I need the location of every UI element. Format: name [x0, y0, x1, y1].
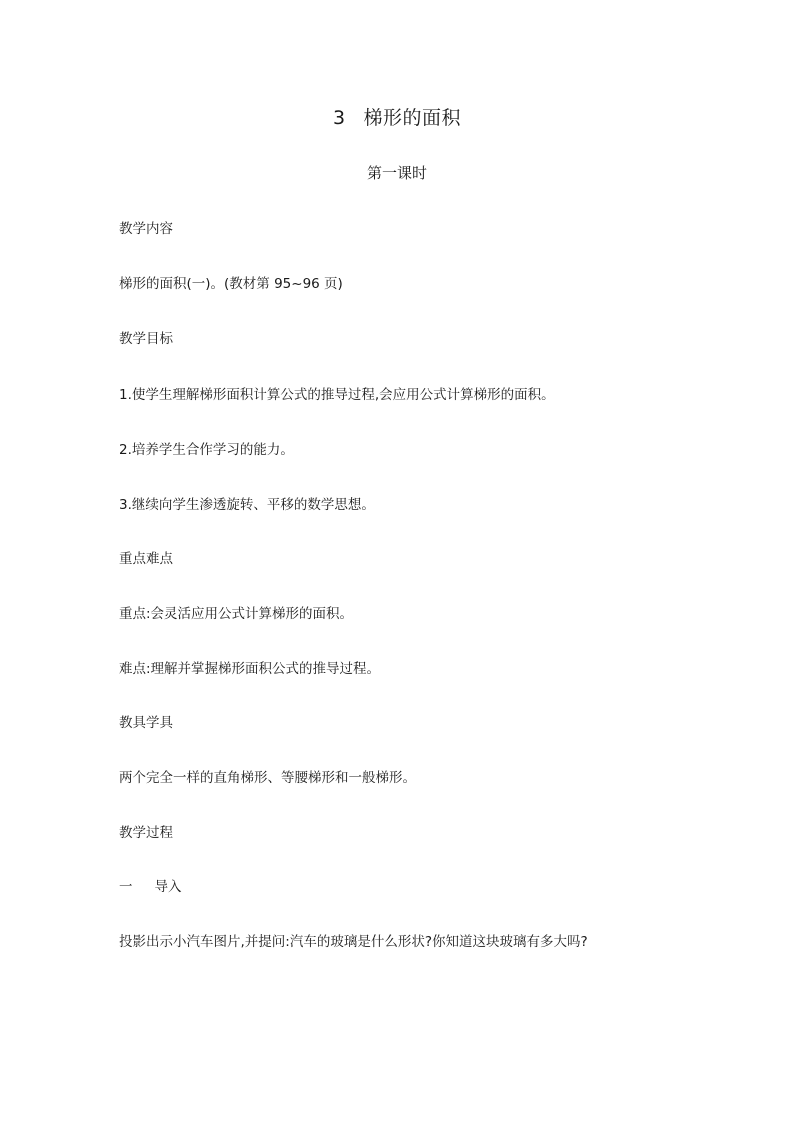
section-number: 一 [119, 879, 133, 895]
section-heading-intro [119, 878, 182, 896]
key-point: 重点:会灵活应用公式计算梯形的面积。 [119, 606, 354, 622]
goal-item-2: 2.培养学生合作学习的能力。 [119, 442, 294, 458]
difficult-point: 难点:理解并掌握梯形面积公式的推导过程。 [119, 661, 381, 677]
page-title [0, 106, 794, 130]
section-label: 导入 [154, 879, 182, 895]
heading-teaching-process: 教学过程 [119, 825, 173, 841]
heading-key-points: 重点难点 [119, 551, 173, 567]
heading-teaching-aids: 教具学具 [119, 715, 173, 731]
paragraph-intro: 投影出示小汽车图片,并提问:汽车的玻璃是什么形状?你知道这块玻璃有多大吗? [119, 934, 588, 950]
goal-item-3: 3.继续向学生渗透旋转、平移的数学思想。 [119, 497, 375, 513]
paragraph-teaching-content: 梯形的面积(一)。(教材第 95~96 页) [119, 276, 343, 292]
title-number: 3 [332, 107, 346, 129]
heading-teaching-goals: 教学目标 [119, 331, 173, 347]
heading-teaching-content: 教学内容 [119, 221, 173, 237]
paragraph-teaching-aids: 两个完全一样的直角梯形、等腰梯形和一般梯形。 [119, 770, 416, 786]
title-text: 梯形的面积 [363, 107, 462, 129]
goal-item-1: 1.使学生理解梯形面积计算公式的推导过程,会应用公式计算梯形的面积。 [119, 387, 555, 403]
page-subtitle: 第一课时 [366, 164, 427, 182]
